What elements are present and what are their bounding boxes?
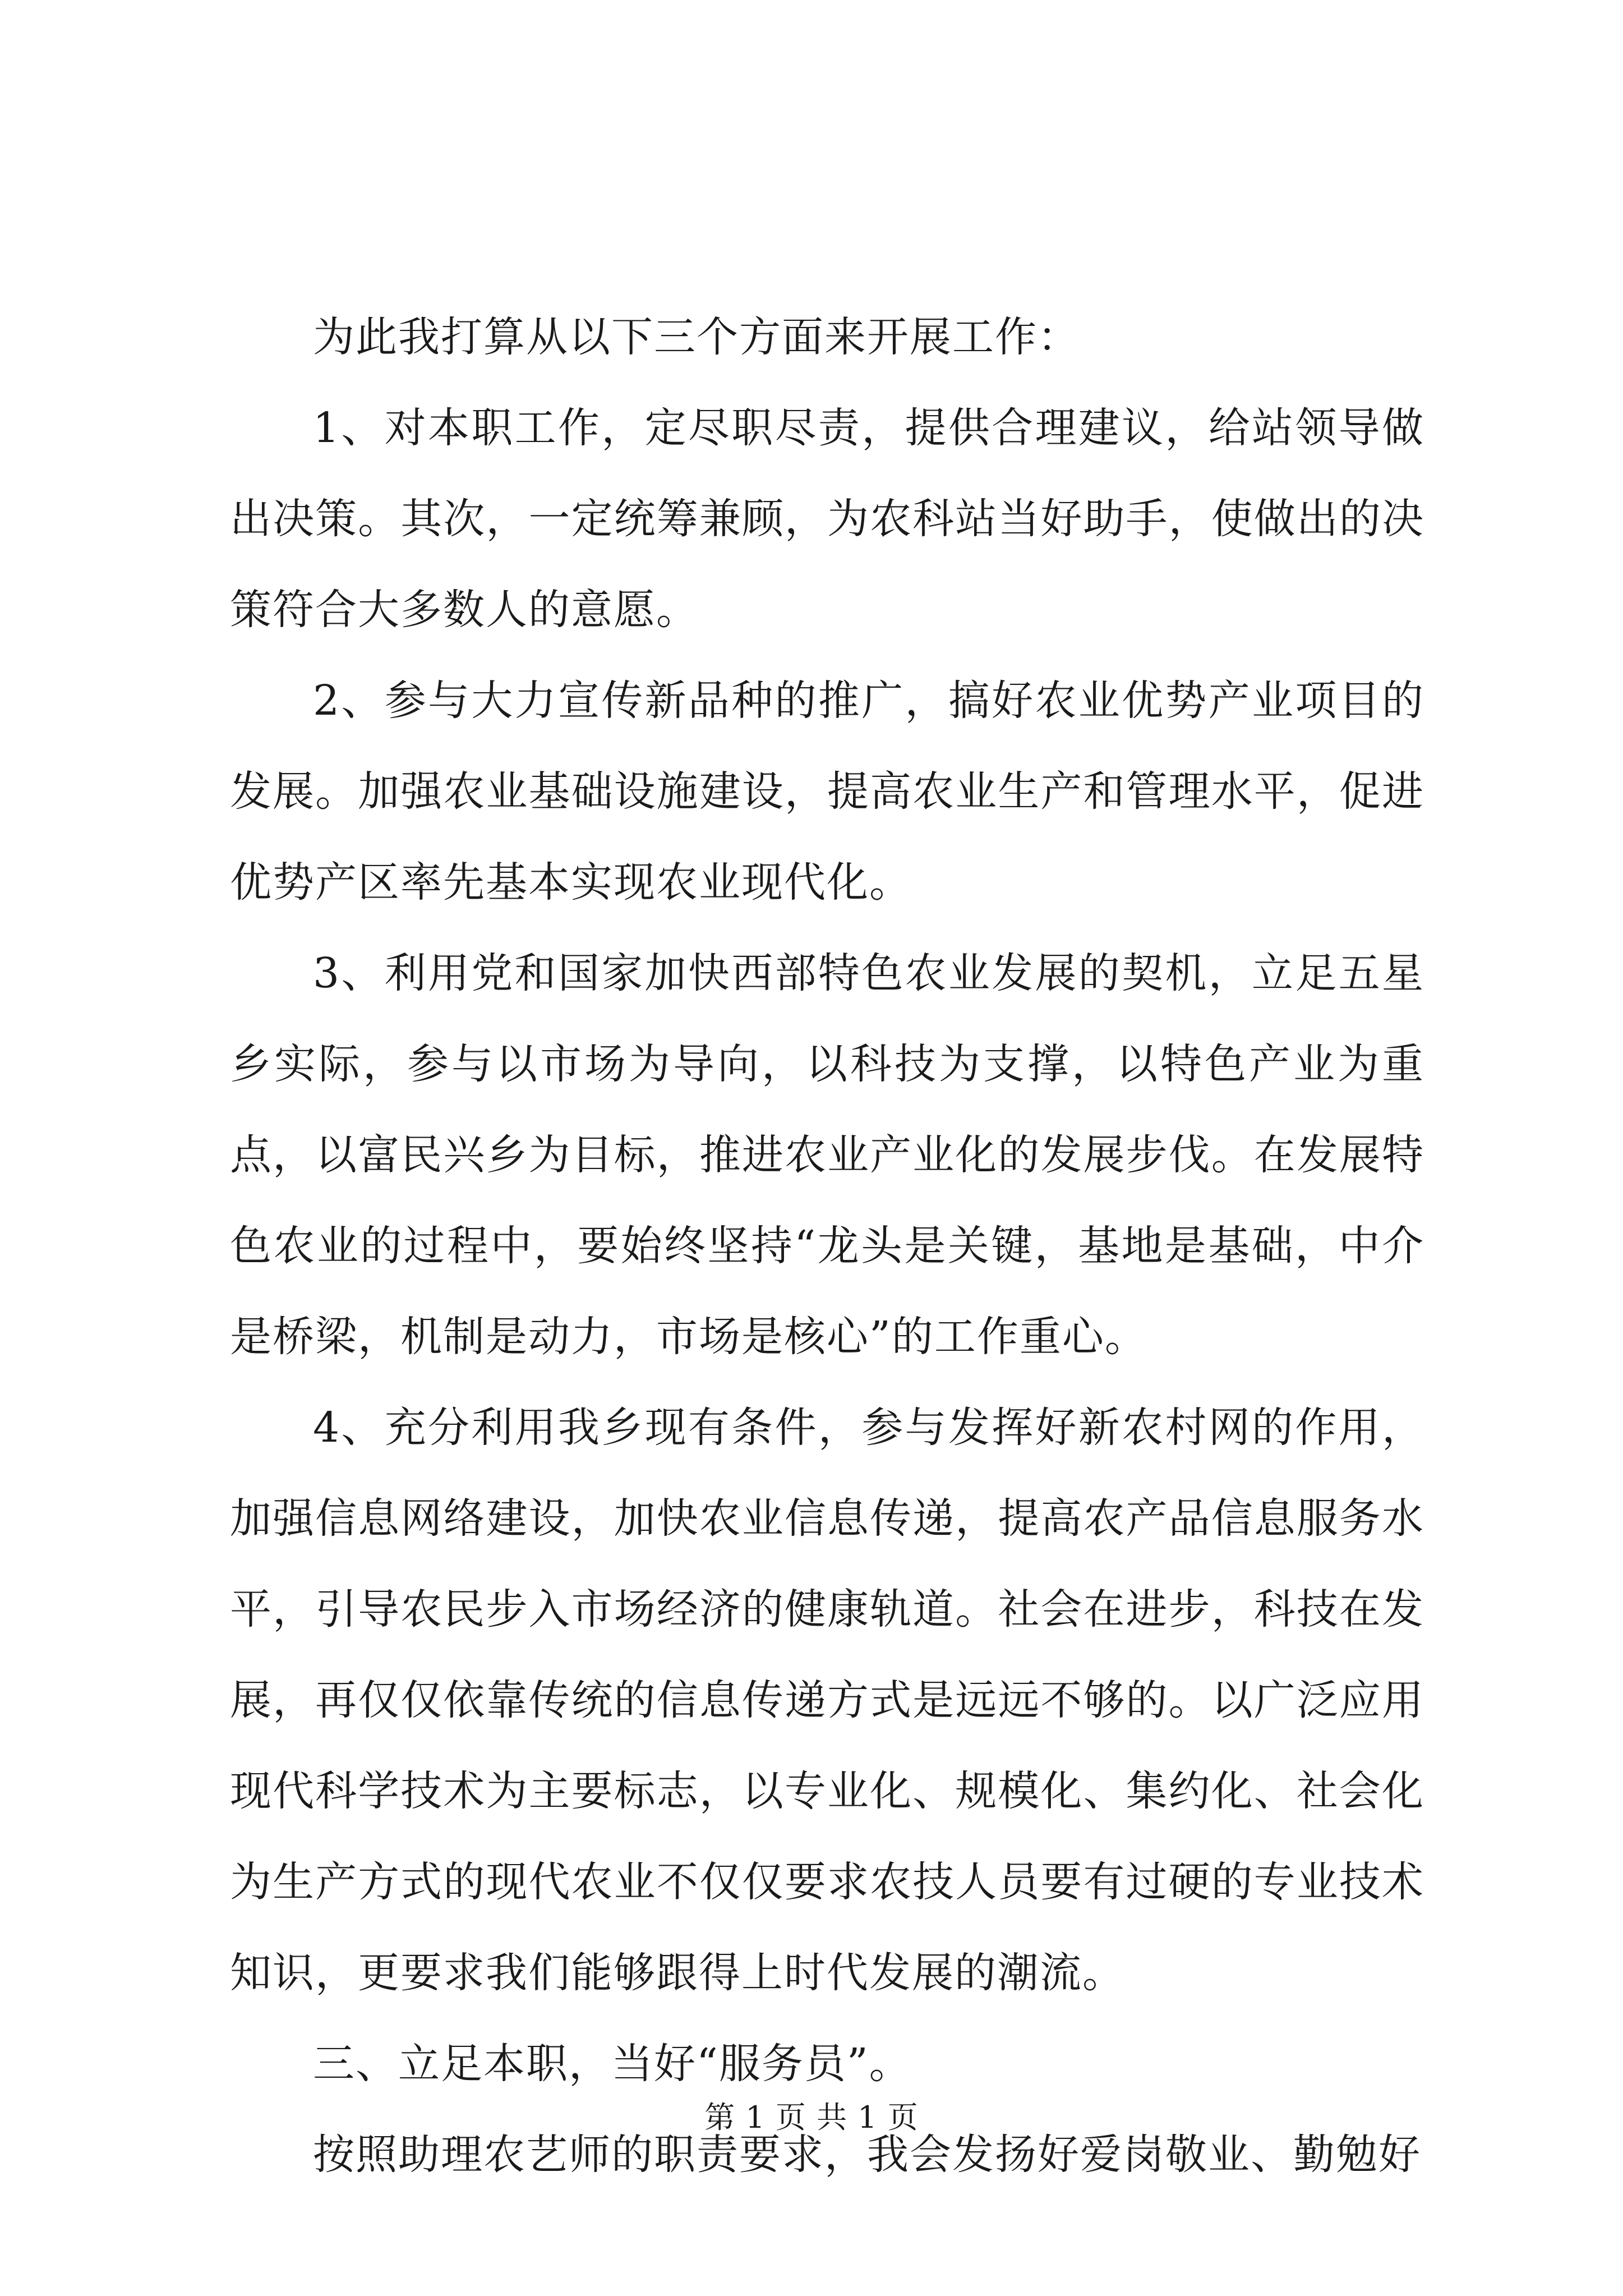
paragraph-item-1: 1、对本职工作，定尽职尽责，提供合理建议，给站领导做出决策。其次，一定统筹兼顾，为农科站当好助手，使做出的决策符合大多数人的意愿。 xyxy=(230,404,1424,634)
page-footer: 第 1 页 共 1 页 xyxy=(704,2100,919,2135)
paragraph-section-3: 按照助理农艺师的职责要求，我会发扬好爱岗敬业、勤勉好 xyxy=(313,2131,1421,2179)
paragraph-item-2: 2、参与大力宣传新品种的推广，搞好农业优势产业项目的发展。加强农业基础设施建设，提高农业生产和管理水平，促进优势产区率先基本实现农业现代化。 xyxy=(230,677,1424,907)
document-body xyxy=(230,292,1424,2200)
paragraph-item-3: 3、利用党和国家加快西部特色农业发展的契机，立足五星乡实际，参与以市场为导向，以科技为支撑，以特色产业为重点，以富民兴乡为目标，推进农业产业化的发展步伐。在发展特色农业的过程中，要始终坚持“龙头是关键，基地是基础，中介是桥梁，机制是动力，市场是核心”的工作重心。 xyxy=(230,949,1424,1361)
section-heading-3: 三、立足本职，当好“服务员”。 xyxy=(313,2040,912,2088)
paragraph-intro: 为此我打算从以下三个方面来开展工作： xyxy=(313,313,1080,361)
paragraph-item-4: 4、充分利用我乡现有条件，参与发挥好新农村网的作用，加强信息网络建设，加快农业信息传递，提高农产品信息服务水平，引导农民步入市场经济的健康轨道。社会在进步，科技在发展，再仅仅依靠传统的信息传递方式是远远不够的。以广泛应用现代科学技术为主要标志，以专业化、规模化、集约化、社会化为生产方式的现代农业不仅仅要求农技人员要有过硬的专业技术知识，更要求我们能够跟得上时代发展的潮流。 xyxy=(230,1404,1424,1997)
